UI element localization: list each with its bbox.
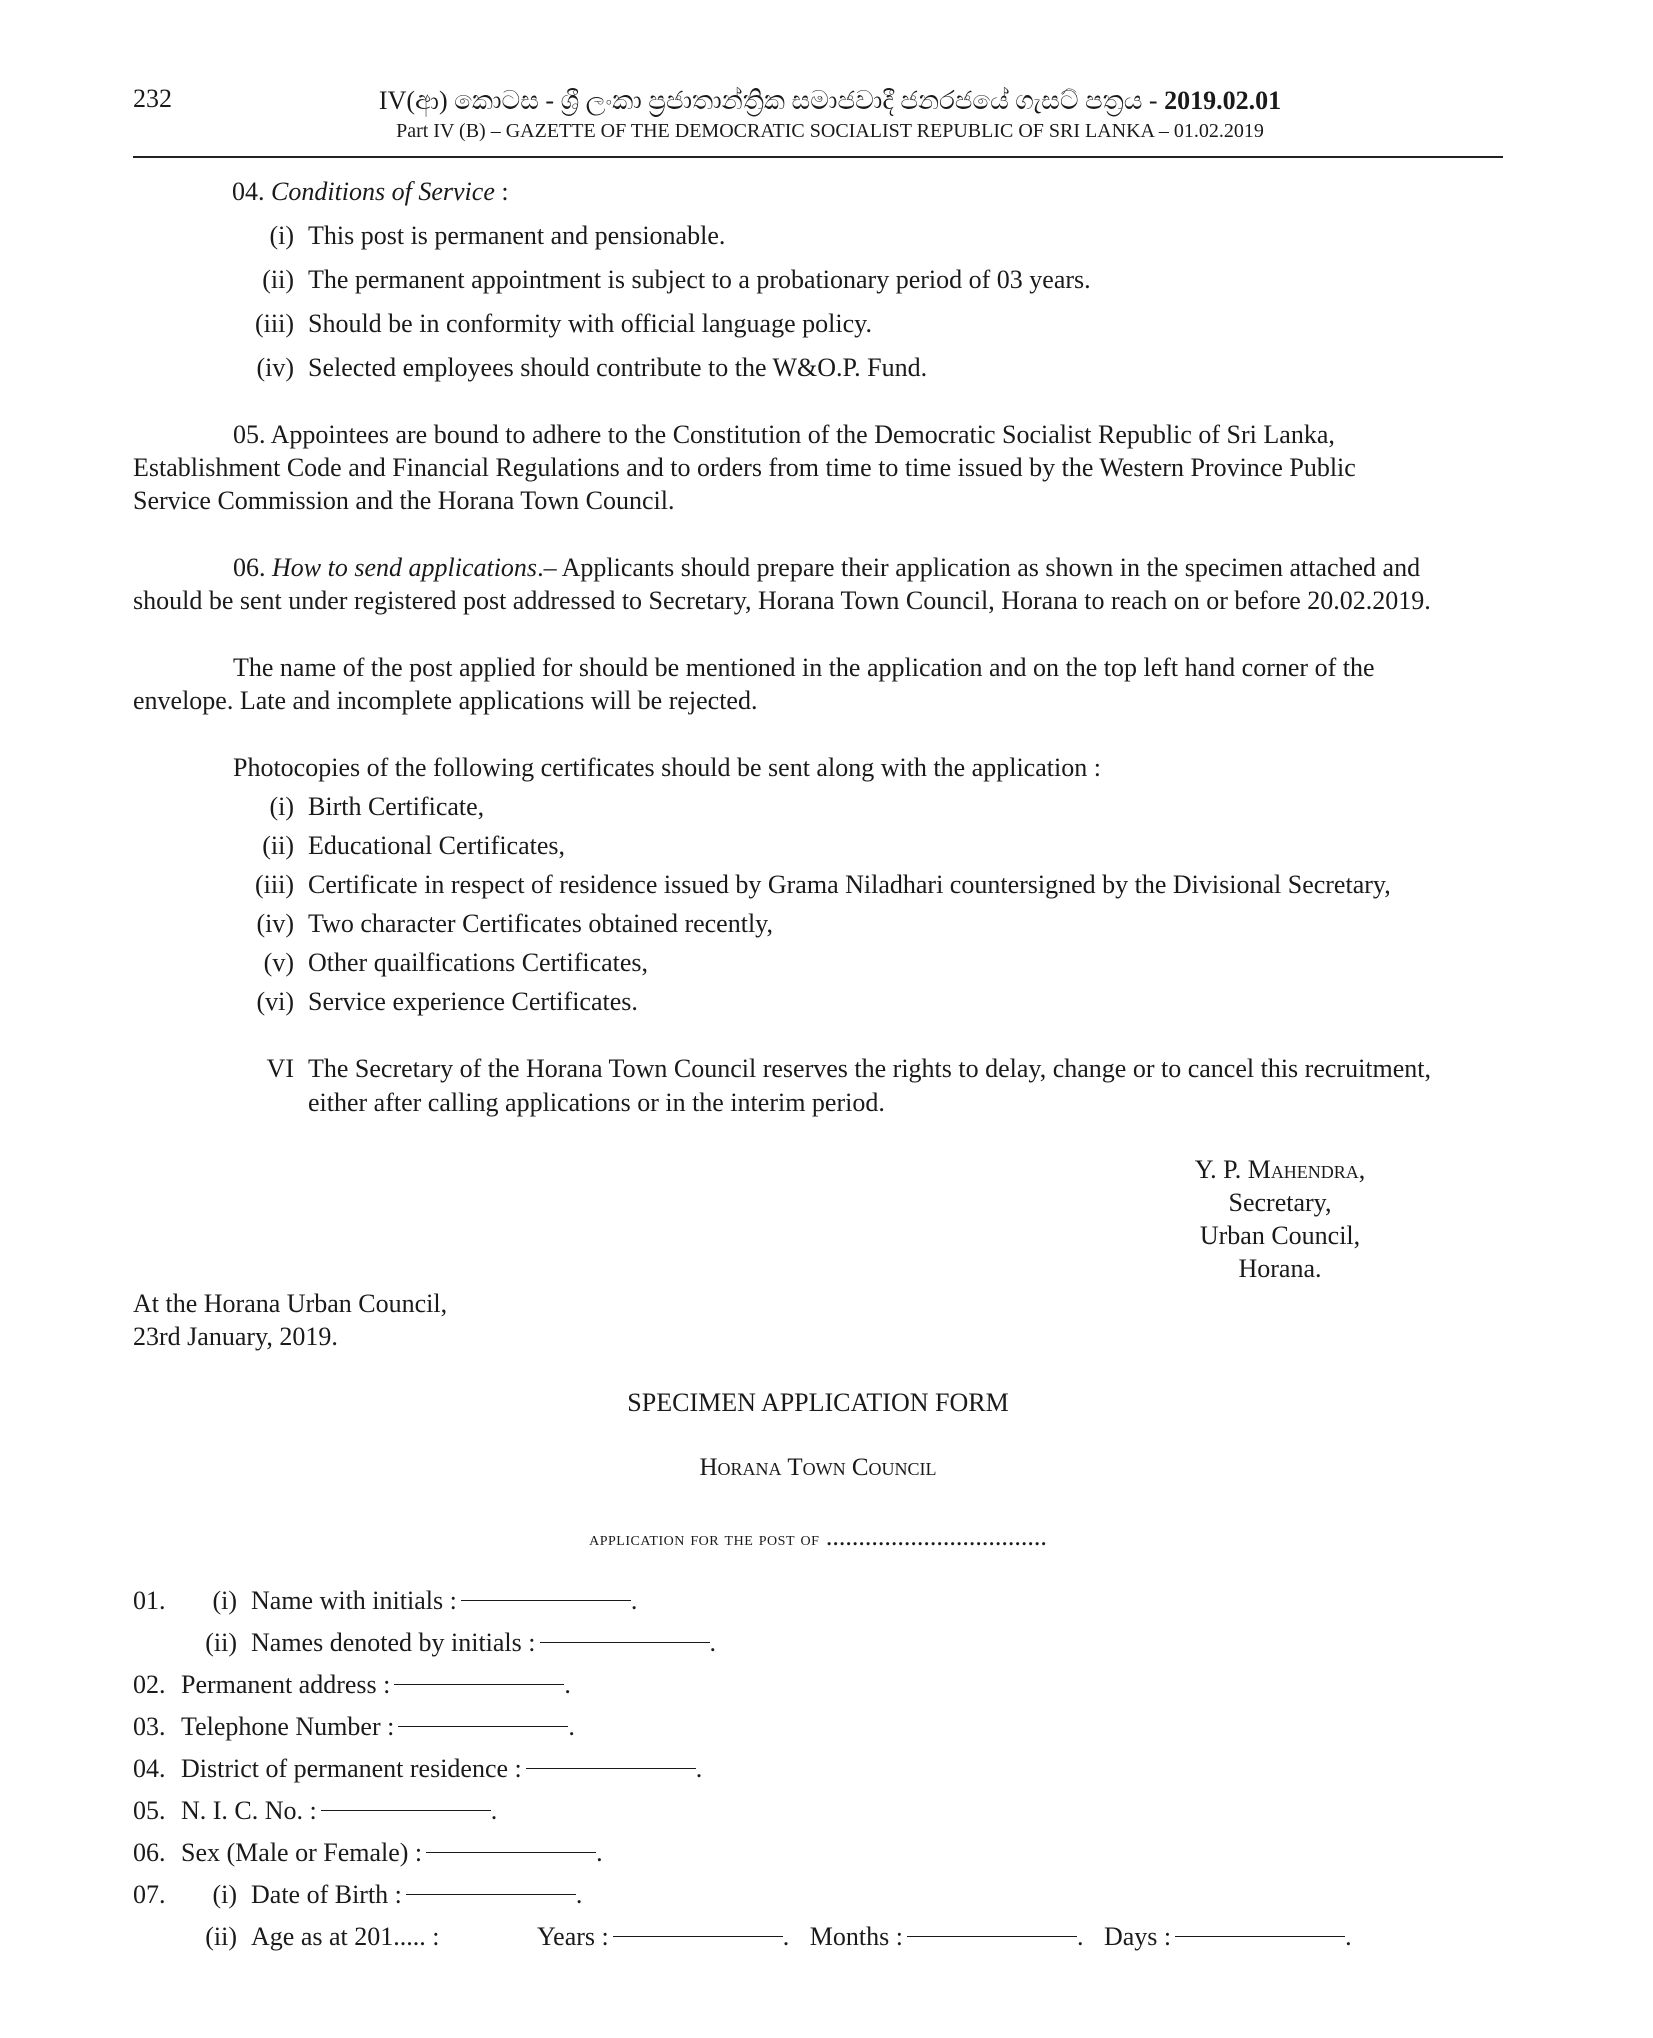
list-item [228,351,927,385]
item-number: (iv) [256,909,294,938]
item-text: The Secretary of the Horana Town Council reserves the rights to delay, change or to cancel this recruitment, [308,1054,1432,1083]
period: . [782,1922,790,1951]
date-line: 23rd January, 2019. [133,1322,338,1351]
period: . [564,1670,571,1699]
post-dots: .................................. [819,1522,1047,1551]
section-text: Applicants should prepare their application as shown in the specimen attached and [556,553,1421,582]
form-post-line [133,1520,1503,1554]
months-label: Months : [809,1922,903,1951]
header-divider [133,156,1503,158]
list-item [228,307,872,341]
section-heading: How to send applications [272,553,538,582]
field-label: Permanent address : [181,1670,391,1699]
field-sub-number: (ii) [205,1922,237,1951]
fill-blank [1175,1936,1345,1937]
item-text: The permanent appointment is subject to a probationary period of 03 years. [308,265,1091,294]
post-label: application for the post of [589,1528,820,1550]
photocopies-intro: Photocopies of the following certificates should be sent along with the application : [233,753,1101,782]
fill-blank [613,1936,783,1937]
field-sub-number: (i) [212,1880,237,1909]
item-number: (i) [269,792,294,821]
fill-blank [461,1600,631,1601]
place-line: At the Horana Urban Council, [133,1289,448,1318]
years-label: Years : [537,1922,609,1951]
item-text: Service experience Certificates. [308,987,638,1016]
field-label: N. I. C. No. : [181,1796,317,1825]
item-text: This post is permanent and pensionable. [308,221,726,250]
item-text: Other quailfications Certificates, [308,948,649,977]
fill-blank [907,1936,1077,1937]
section-06-line [133,551,1503,585]
list-item [228,219,725,253]
form-field-row [133,1836,603,1870]
field-sub-number: (i) [212,1586,237,1615]
period: . [490,1796,498,1825]
fill-blank [526,1768,696,1769]
signatory-title: Secretary, [1228,1188,1332,1217]
post-name-line: The name of the post applied for should be mentioned in the application and on the top left hand corner of the [233,653,1375,682]
period: . [575,1880,583,1909]
period: . [1076,1922,1084,1951]
item-number: (i) [269,221,294,250]
section-06-line: should be sent under registered post addressed to Secretary, Horana Town Council, Horana to reach on or before 20.02.2019. [133,586,1431,615]
section-vi [228,1052,1431,1086]
colon: : [494,177,509,206]
item-number: (ii) [262,831,294,860]
item-text: Birth Certificate, [308,792,485,821]
form-field-row [133,1584,637,1618]
sinhala-title: IV(ආ) කොටස - ශ්‍රී ලංකා ප්‍රජාතාන්ත්‍රික සමාජවාදී ජනරජයේ ගැසට් පත්‍රය - [378,86,1158,115]
fill-blank [398,1726,568,1727]
field-number: 05. [133,1796,166,1825]
section-05-line: 05. Appointees are bound to adhere to the Constitution of the Democratic Socialist Republic of Sri Lanka, [233,420,1335,449]
section-05-line: Establishment Code and Financial Regulations and to orders from time to time issued by the Western Province Public [133,453,1356,482]
item-number: (iii) [255,309,294,338]
form-field-row [133,1626,716,1660]
section-number: 06. [233,553,266,582]
fill-blank [321,1810,491,1811]
list-item [228,829,565,863]
list-item [228,868,1391,902]
item-number: (iv) [256,353,294,382]
name-initials: Y. P. M [1194,1155,1271,1184]
field-label: Name with initials : [251,1586,457,1615]
section-heading: Conditions of Service [271,177,495,206]
list-item [228,985,638,1019]
field-label: Telephone Number : [181,1712,395,1741]
section-number: 04. [232,177,265,206]
name-rest: ahendra, [1270,1155,1366,1184]
fill-blank [406,1894,576,1895]
section-04-heading [232,175,509,209]
list-item [228,790,484,824]
fill-blank [540,1642,710,1643]
form-field-row-age [133,1920,1352,1954]
signatory-org: Urban Council, [1199,1221,1361,1250]
post-name-line: envelope. Late and incomplete applications will be rejected. [133,686,758,715]
field-label: Names denoted by initials : [251,1628,536,1657]
gazette-sinhala-header [340,84,1320,118]
item-text: Two character Certificates obtained recently, [308,909,773,938]
form-field-row [133,1668,571,1702]
field-number: 06. [133,1838,166,1867]
dash: .– [537,553,557,582]
field-number: 01. [133,1586,166,1615]
form-title: SPECIMEN APPLICATION FORM [627,1388,1009,1417]
list-item [228,907,773,941]
field-label: District of permanent residence : [181,1754,522,1783]
item-text: Educational Certificates, [308,831,566,860]
period: . [709,1628,717,1657]
form-field-row [133,1878,582,1912]
sinhala-date: 2019.02.01 [1164,86,1282,115]
field-label: Sex (Male or Female) : [181,1838,423,1867]
fill-blank [426,1852,596,1853]
fill-blank [394,1684,564,1685]
field-number: 02. [133,1670,166,1699]
field-label: Date of Birth : [251,1880,402,1909]
list-item [228,263,1091,297]
period: . [568,1712,575,1741]
item-number: (v) [263,948,294,977]
form-field-row [133,1794,497,1828]
form-field-row [133,1710,575,1744]
section-05-line: Service Commission and the Horana Town Council. [133,486,675,515]
item-text: Selected employees should contribute to the W&O.P. Fund. [308,353,928,382]
field-sub-number: (ii) [205,1628,237,1657]
form-council: Horana Town Council [699,1454,937,1481]
page-number: 232 [133,84,172,113]
gazette-english-header: Part IV (B) – GAZETTE OF THE DEMOCRATIC SOCIALIST REPUBLIC OF SRI LANKA – 01.02.2019 [396,120,1264,142]
period: . [695,1754,703,1783]
form-field-row [133,1752,702,1786]
period: . [1345,1922,1352,1951]
period: . [596,1838,603,1867]
signatory-place: Horana. [1238,1254,1322,1283]
field-number: 07. [133,1880,166,1909]
days-label: Days : [1103,1922,1172,1951]
field-label: Age as at 201..... : [251,1922,440,1951]
period: . [630,1586,638,1615]
list-item [228,946,648,980]
item-text: Certificate in respect of residence issued by Grama Niladhari countersigned by the Divisional Secretary, [308,870,1391,899]
item-number: (ii) [262,265,294,294]
section-vi-continued: either after calling applications or in the interim period. [308,1088,885,1117]
item-number: VI [266,1054,294,1083]
field-number: 04. [133,1754,166,1783]
item-number: (vi) [256,987,294,1016]
item-number: (iii) [255,870,294,899]
item-text: Should be in conformity with official language policy. [308,309,872,338]
signatory-name [1170,1153,1390,1187]
field-number: 03. [133,1712,166,1741]
